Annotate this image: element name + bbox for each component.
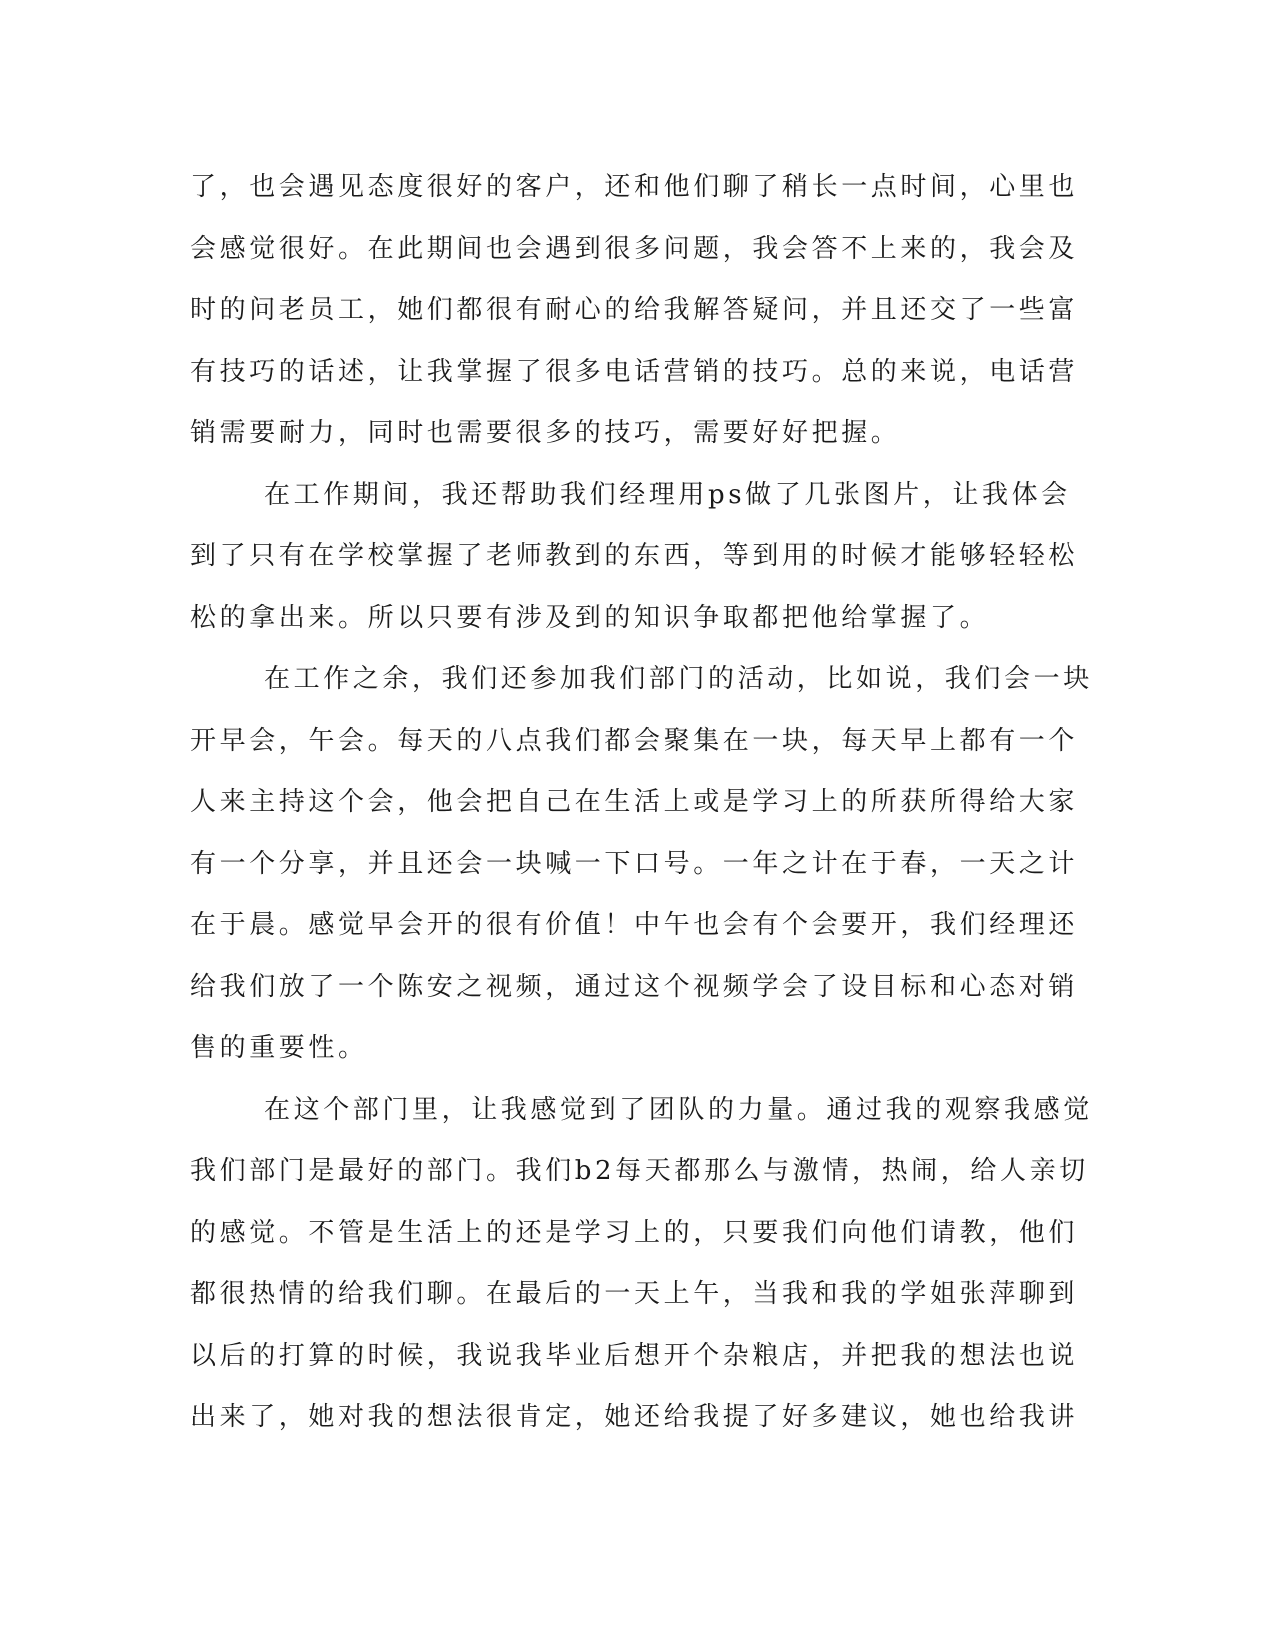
text-line: 以后的打算的时候，我说我毕业后想开个杂粮店，并把我的想法也说 (190, 1340, 1079, 1371)
text-line: 了，也会遇见态度很好的客户，还和他们聊了稍长一点时间，心里也 (190, 172, 1079, 202)
text-line: 在于晨。感觉早会开的很有价值！中午也会有个会要开，我们经理还 (190, 910, 1079, 940)
text-line: 的感觉。不管是生活上的还是学习上的，只要我们向他们请教，他们 (190, 1217, 1079, 1248)
text-line: 松的拿出来。所以只要有涉及到的知识争取都把他给掌握了。 (190, 602, 990, 633)
text-line: 有技巧的话述，让我掌握了很多电话营销的技巧。总的来说，电话营 (190, 356, 1079, 387)
text-line: 时的问老员工，她们都很有耐心的给我解答疑问，并且还交了一些富 (190, 295, 1079, 325)
body-text (190, 157, 1093, 1449)
text-line: 售的重要性。 (190, 1033, 368, 1063)
paragraph-start-line: 在工作之余，我们还参加我们部门的活动，比如说，我们会一块 (264, 664, 1093, 694)
text-line: 销需要耐力，同时也需要很多的技巧，需要好好把握。 (190, 418, 901, 448)
text-line: 出来了，她对我的想法很肯定，她还给我提了好多建议，她也给我讲 (190, 1402, 1079, 1432)
text-line: 人来主持这个会，他会把自己在生活上或是学习上的所获所得给大家 (190, 787, 1079, 817)
text-line: 到了只有在学校掌握了老师教到的东西，等到用的时候才能够轻轻松 (190, 541, 1079, 571)
text-line: 都很热情的给我们聊。在最后的一天上午，当我和我的学姐张萍聊到 (190, 1279, 1079, 1309)
paragraph-start-line: 在这个部门里，让我感觉到了团队的力量。通过我的观察我感觉 (264, 1094, 1093, 1125)
text-line: 开早会，午会。每天的八点我们都会聚集在一块，每天早上都有一个 (190, 725, 1079, 756)
text-line: 我们部门是最好的部门。我们b2每天都那么与激情，热闹，给人亲切 (190, 1156, 1089, 1186)
text-line: 有一个分享，并且还会一块喊一下口号。一年之计在于春，一天之计 (190, 848, 1079, 879)
paragraph-start-line: 在工作期间，我还帮助我们经理用ps做了几张图片，让我体会 (264, 479, 1071, 510)
text-line: 给我们放了一个陈安之视频，通过这个视频学会了设目标和心态对销 (190, 971, 1079, 1002)
text-line: 会感觉很好。在此期间也会遇到很多问题，我会答不上来的，我会及 (190, 233, 1079, 264)
